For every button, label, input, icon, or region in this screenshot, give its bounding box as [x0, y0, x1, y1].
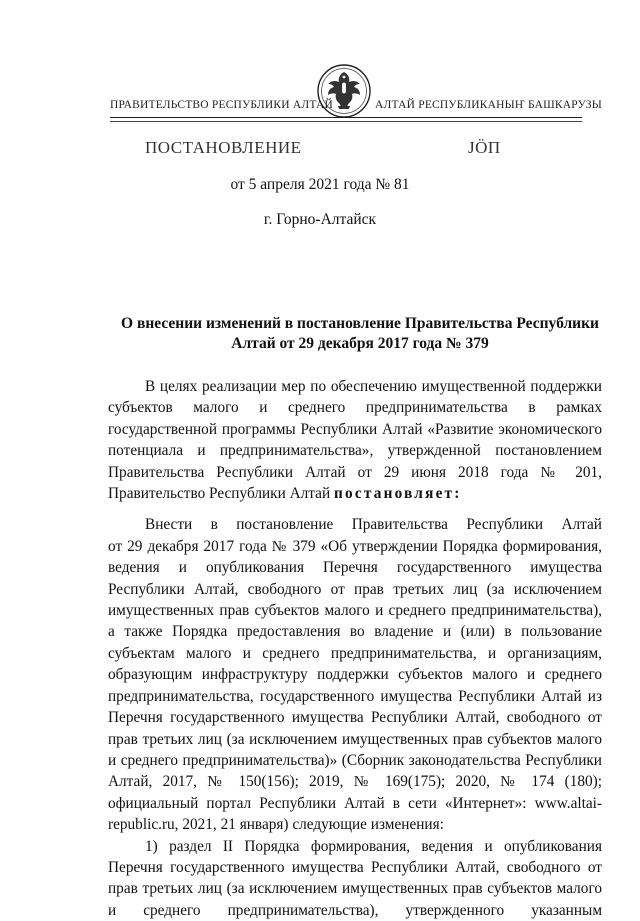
document-title: [118, 314, 602, 354]
para2-line-9: предпринимательства, государственного имущества Республики Алтай из: [108, 687, 602, 705]
document-city: г. Горно-Алтайск: [263, 211, 377, 228]
header-rule-thick: [110, 117, 582, 118]
para1-line-1: В целях реализации мер по обеспечению имущественной поддержки: [145, 378, 602, 395]
coat-of-arms-emblem: [316, 62, 372, 120]
para2-line-15: republic.ru, 2021, 21 января) следующие изменения:: [108, 816, 444, 834]
paragraph-item-1: [108, 836, 602, 921]
para1-line-4: потенциала и предпринимательства», утвержденной постановлением: [108, 442, 602, 460]
para3-line-1: 1) раздел II Порядка формирования, ведения и опубликования: [145, 837, 602, 855]
para1-line-6: [108, 483, 602, 504]
para2-line-1: Внести в постановление Правительства Республики Алтай: [145, 516, 602, 534]
para1-line-6-text: Правительство Республики Алтай: [108, 485, 331, 503]
para3-line-2: Перечня государственного имущества Республики Алтай, свободного от: [108, 858, 602, 876]
para1-line-2: субъектов малого и среднего предпринимательства в рамках: [108, 399, 602, 417]
para1-line-3: государственной программы Республики Алтай «Развитие экономического: [108, 420, 602, 438]
government-name-russian: ПРАВИТЕЛЬСТВО РЕСПУБЛИКИ АЛТАЙ: [110, 99, 334, 111]
para2-line-5: имущественных прав субъектов малого и среднего предпринимательства),: [108, 602, 602, 620]
document-date: от 5 апреля 2021 года № 81: [230, 176, 410, 193]
para2-line-8: образующим инфраструктуру поддержки субъектов малого и среднего: [108, 666, 602, 684]
document-type-altai: JÖП: [468, 138, 501, 157]
header-rule-thin: [110, 121, 582, 122]
para2-line-14: официальный портал Республики Алтай в сети «Интернет»: www.altai-: [108, 794, 602, 812]
resolves-keyword: постановляет:: [333, 485, 462, 503]
para1-line-5: Правительства Республики Алтай от 29 июня 2018 года № 201,: [108, 463, 602, 481]
document-type-russian: ПОСТАНОВЛЕНИЕ: [145, 138, 302, 157]
para2-line-11: прав третьих лиц (за исключением имущественных прав субъектов малого: [108, 730, 602, 748]
government-name-altai: АЛТАЙ РЕСПУБЛИКАНЫҤ БАШКАРУЗЫ: [375, 99, 602, 111]
para2-line-3: ведения и опубликования Перечня государственного имущества: [108, 559, 602, 577]
para2-line-10: Перечня государственного имущества Республики Алтай, свободного от: [108, 709, 602, 727]
para3-line-3: прав третьих лиц (за исключением имущественных прав субъектов малого: [108, 880, 602, 898]
para3-line-4: и среднего предпринимательства), утвержденного указанным: [108, 901, 602, 919]
para2-line-6: а также Порядка предоставления во владение и (или) в пользование: [108, 623, 602, 641]
para2-line-4: Республики Алтай, свободного от прав третьих лиц (за исключением: [108, 580, 602, 598]
para2-line-12: и среднего предпринимательства)» (Сборник законодательства Республики: [108, 751, 602, 769]
para2-line-13: Алтай, 2017, № 150(156); 2019, № 169(175); 2020, № 174 (180);: [108, 773, 602, 791]
paragraph-amendment: [108, 514, 602, 835]
document-body: [108, 376, 602, 921]
title-line-1: О внесении изменений в постановление Правительства Республики: [121, 315, 599, 332]
para2-line-2: от 29 декабря 2017 года № 379 «Об утверждении Порядка формирования,: [108, 537, 602, 555]
title-line-2: Алтай от 29 декабря 2017 года № 379: [231, 335, 489, 352]
para2-line-7: субъектам малого и среднего предпринимательства, и организациям,: [108, 644, 602, 662]
paragraph-preamble: [108, 376, 602, 504]
